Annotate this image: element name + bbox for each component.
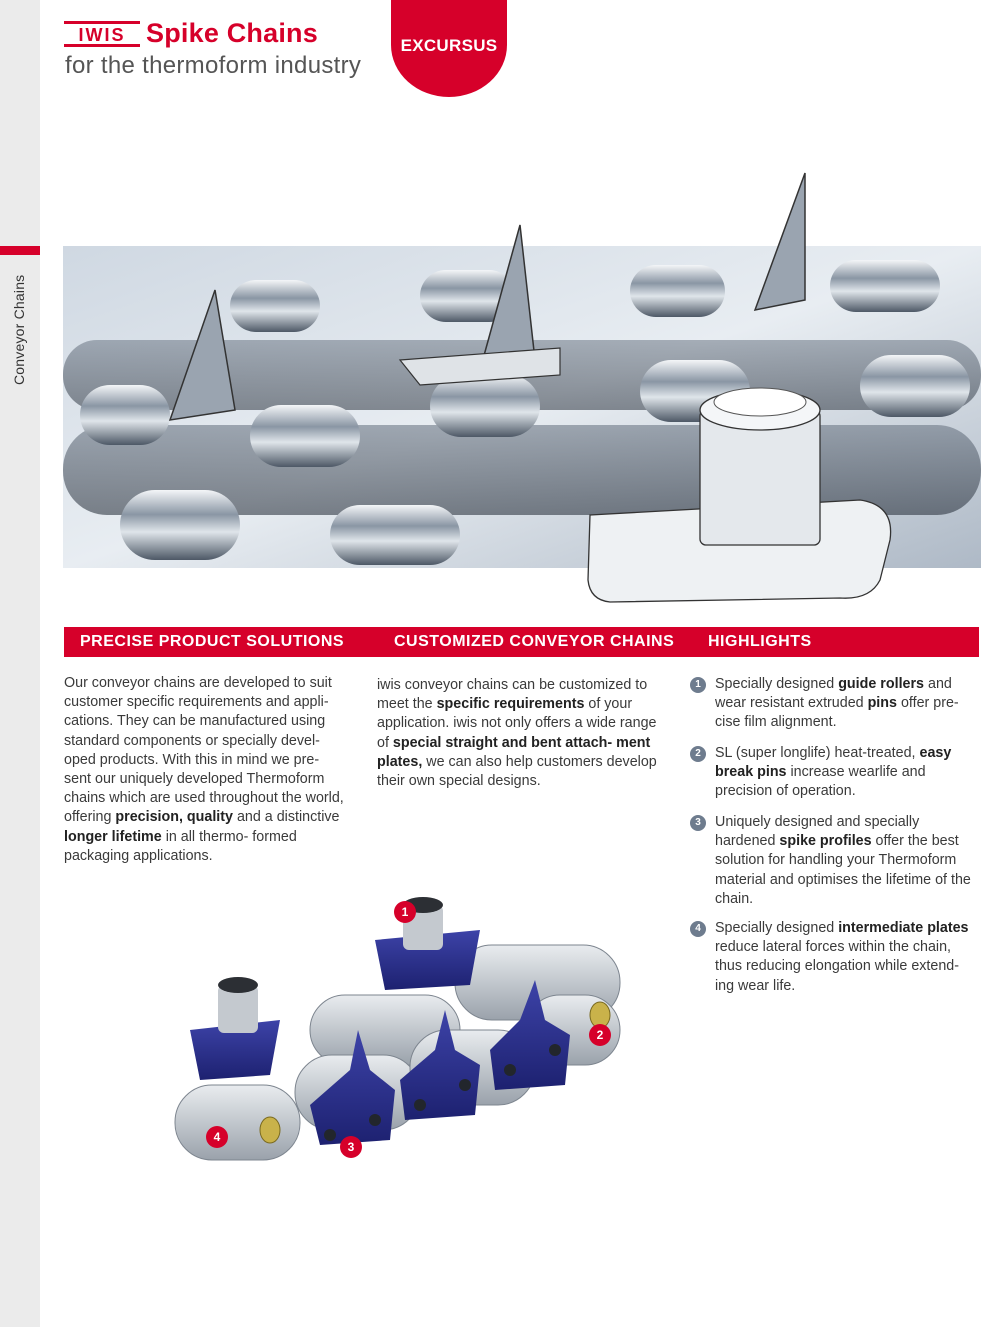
page-subtitle: for the thermoform industry xyxy=(65,52,362,79)
heading-precise-product-solutions: PRECISE PRODUCT SOLUTIONS xyxy=(80,633,345,650)
precise-solutions-text: Our conveyor chains are developed to suit customer specific requirements and appli- cations. They can be manufactured using standard components or specially devel- oped products. With this in mind we pre- sent our uniquely developed Thermoform chains which are used throughout the world, offering precision, quality and a distinctive longer lifetime in all thermo- formed packaging applications. xyxy=(64,675,344,864)
highlight-number-badge: 3 xyxy=(690,815,706,831)
highlight-number-badge: 1 xyxy=(690,677,706,693)
customized-chains-text: iwis conveyor chains can be customized to meet the specific requirements of your application. iwis not only offers a wide range of special straight and bent attach- ment plates, we can also help customers develop their own special designs. xyxy=(377,677,657,790)
iwis-logo xyxy=(64,21,140,47)
section-header-bar xyxy=(64,627,979,657)
svg-text:4: 4 xyxy=(213,1130,221,1144)
callout-1 xyxy=(394,901,416,923)
highlight-number-badge: 2 xyxy=(690,746,706,762)
side-label: Conveyor Chains xyxy=(11,274,27,385)
excursus-badge: EXCURSUS xyxy=(391,0,507,97)
svg-text:IWIS: IWIS xyxy=(78,24,126,45)
brand-header xyxy=(64,18,318,49)
callout-3 xyxy=(340,1136,362,1158)
page-title: Spike Chains xyxy=(146,18,318,48)
svg-text:3: 3 xyxy=(347,1140,355,1154)
callout-2 xyxy=(589,1024,611,1046)
svg-text:2: 2 xyxy=(596,1028,604,1042)
heading-highlights: HIGHLIGHTS xyxy=(708,633,812,650)
highlight-item-4: 4 Specially designed intermediate plates reduce lateral forces within the chain, thus reducing elongation while extend- ing wear life. xyxy=(690,919,980,996)
hero-chain-photo xyxy=(0,170,1000,610)
chain-diagram xyxy=(160,890,630,1180)
highlight-item-2: 2 SL (super longlife) heat-treated, easy break pins increase wearlife and precision of operation. xyxy=(690,744,980,802)
highlight-item-3: 3 Uniquely designed and specially hardened spike profiles offer the best solution for handling your Thermoform material and optimises the lifetime of the chain. xyxy=(690,813,980,909)
svg-text:1: 1 xyxy=(401,905,409,919)
highlight-item-1: 1 Specially designed guide rollers and wear resistant extruded pins offer pre- cise film alignment. xyxy=(690,675,980,733)
highlight-number-badge: 4 xyxy=(690,921,706,937)
callout-4 xyxy=(206,1126,228,1148)
heading-customized-conveyor-chains: CUSTOMIZED CONVEYOR CHAINS xyxy=(394,633,675,650)
